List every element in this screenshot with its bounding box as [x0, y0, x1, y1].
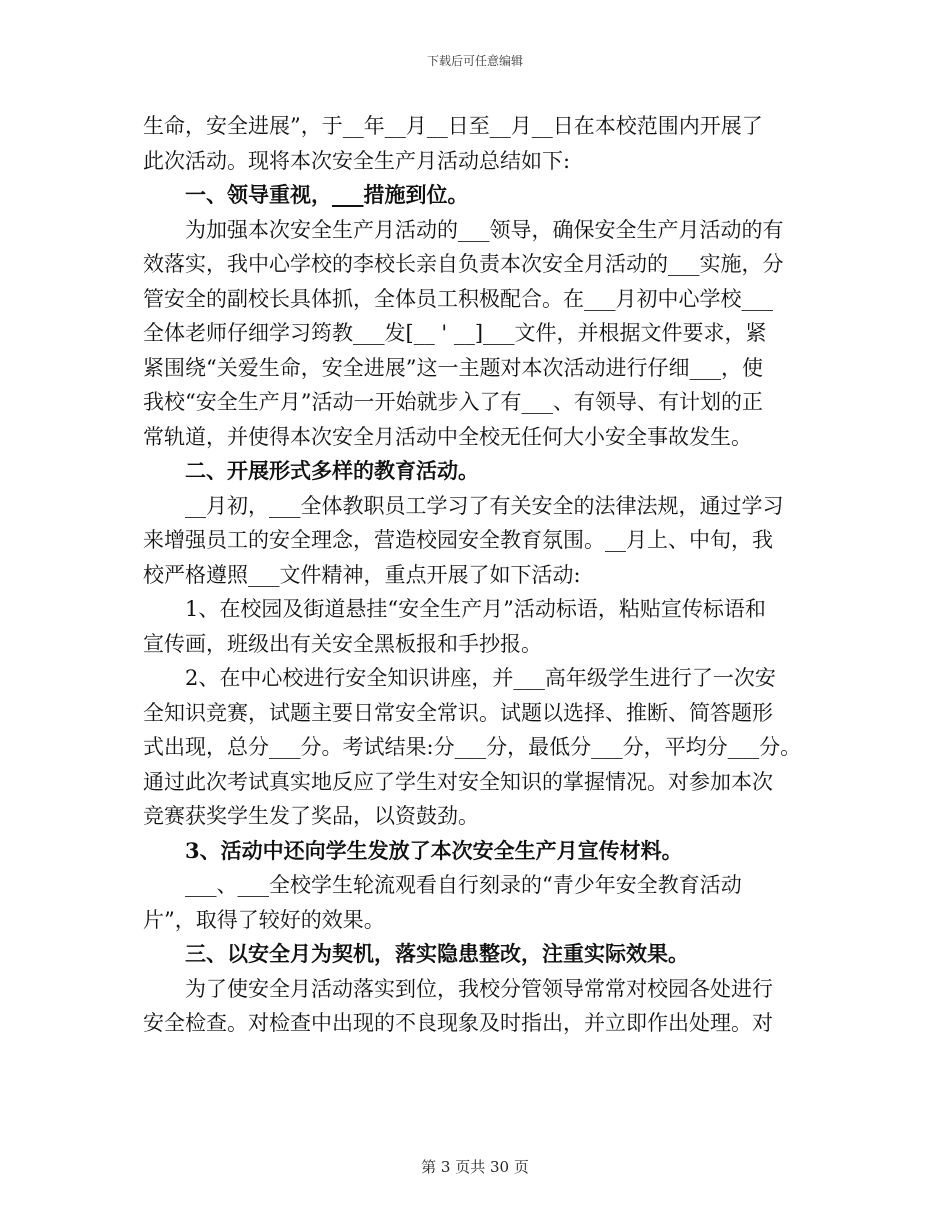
paragraph-line: 此次活动。现将本次安全生产月活动总结如下:	[143, 148, 571, 173]
paragraph-line: 式出现，总分___分。考试结果:分___分，最低分___分，平均分___分。	[143, 735, 802, 759]
section-heading: 一、领导重视，___措施到位。	[185, 182, 469, 207]
paragraph-line: 校严格遵照___文件精神，重点开展了如下活动:	[143, 562, 581, 587]
paragraph-line: 宣传画，班级出有关安全黑板报和手抄报。	[143, 631, 542, 656]
page-number: 第 3 页共 30 页	[421, 1158, 529, 1176]
section-heading: 二、开展形式多样的教育活动。	[185, 458, 479, 483]
paragraph-line: 全体老师仔细学习筠教___发[__ ' __]___文件，并根据文件要求，紧	[143, 321, 767, 345]
paragraph-line: 竞赛获奖学生发了奖品，以资鼓劲。	[143, 804, 479, 828]
paragraph-line: 安全检查。对检查中出现的不良现象及时指出，并立即作出处理。对	[143, 1011, 773, 1035]
paragraph-line: 全知识竞赛，试题主要日常安全常识。试题以选择、推断、简答题形	[143, 700, 773, 725]
page-header-note: 下载后可任意编辑	[426, 54, 523, 68]
paragraph-line: 来增强员工的安全理念，营造校园安全教育氛围。__月上、中旬，我	[143, 528, 773, 552]
paragraph-line: 效落实，我中心学校的李校长亲自负责本次安全月活动的___实施，分	[143, 252, 784, 276]
paragraph-line: __月初，___全体教职员工学习了有关安全的法律法规，通过学习	[185, 493, 784, 518]
paragraph-line: ___、___全校学生轮流观看自行刻录的“青少年安全教育活动	[185, 873, 742, 897]
paragraph-line: 片”，取得了较好的效果。	[143, 907, 385, 932]
paragraph-line: 紧围绕“关爱生命，安全进展”这一主题对本次活动进行仔细___，使	[143, 355, 763, 380]
paragraph-line: 通过此次考试真实地反应了学生对安全知识的掌握情况。对参加本次	[143, 769, 773, 794]
paragraph-line: 为了使安全月活动落实到位，我校分管领导常常对校园各处进行	[185, 976, 773, 1001]
paragraph-line: 1、在校园及街道悬挂“安全生产月”活动标语，粘贴宣传标语和	[185, 597, 766, 621]
paragraph-line: 为加强本次安全生产月活动的___领导，确保安全生产月活动的有	[185, 217, 784, 242]
paragraph-line: 2、在中心校进行安全知识讲座，并___高年级学生进行了一次安	[185, 666, 776, 690]
paragraph-line: 常轨道，并使得本次安全月活动中全校无任何大小安全事故发生。	[143, 424, 752, 449]
paragraph-line: 生命，安全进展”，于__年__月__日至__月__日在本校范围内开展了	[143, 114, 763, 138]
section-heading: 三、以安全月为契机，落实隐患整改，注重实际效果。	[185, 941, 689, 966]
section-heading: 3、活动中还向学生发放了本次安全生产月宣传材料。	[185, 837, 683, 863]
paragraph-line: 我校“安全生产月”活动一开始就步入了有___、有领导、有计划的正	[143, 390, 763, 414]
paragraph-line: 管安全的副校长具体抓，全体员工积极配合。在___月初中心学校___	[143, 286, 773, 311]
document-body	[143, 109, 823, 1041]
